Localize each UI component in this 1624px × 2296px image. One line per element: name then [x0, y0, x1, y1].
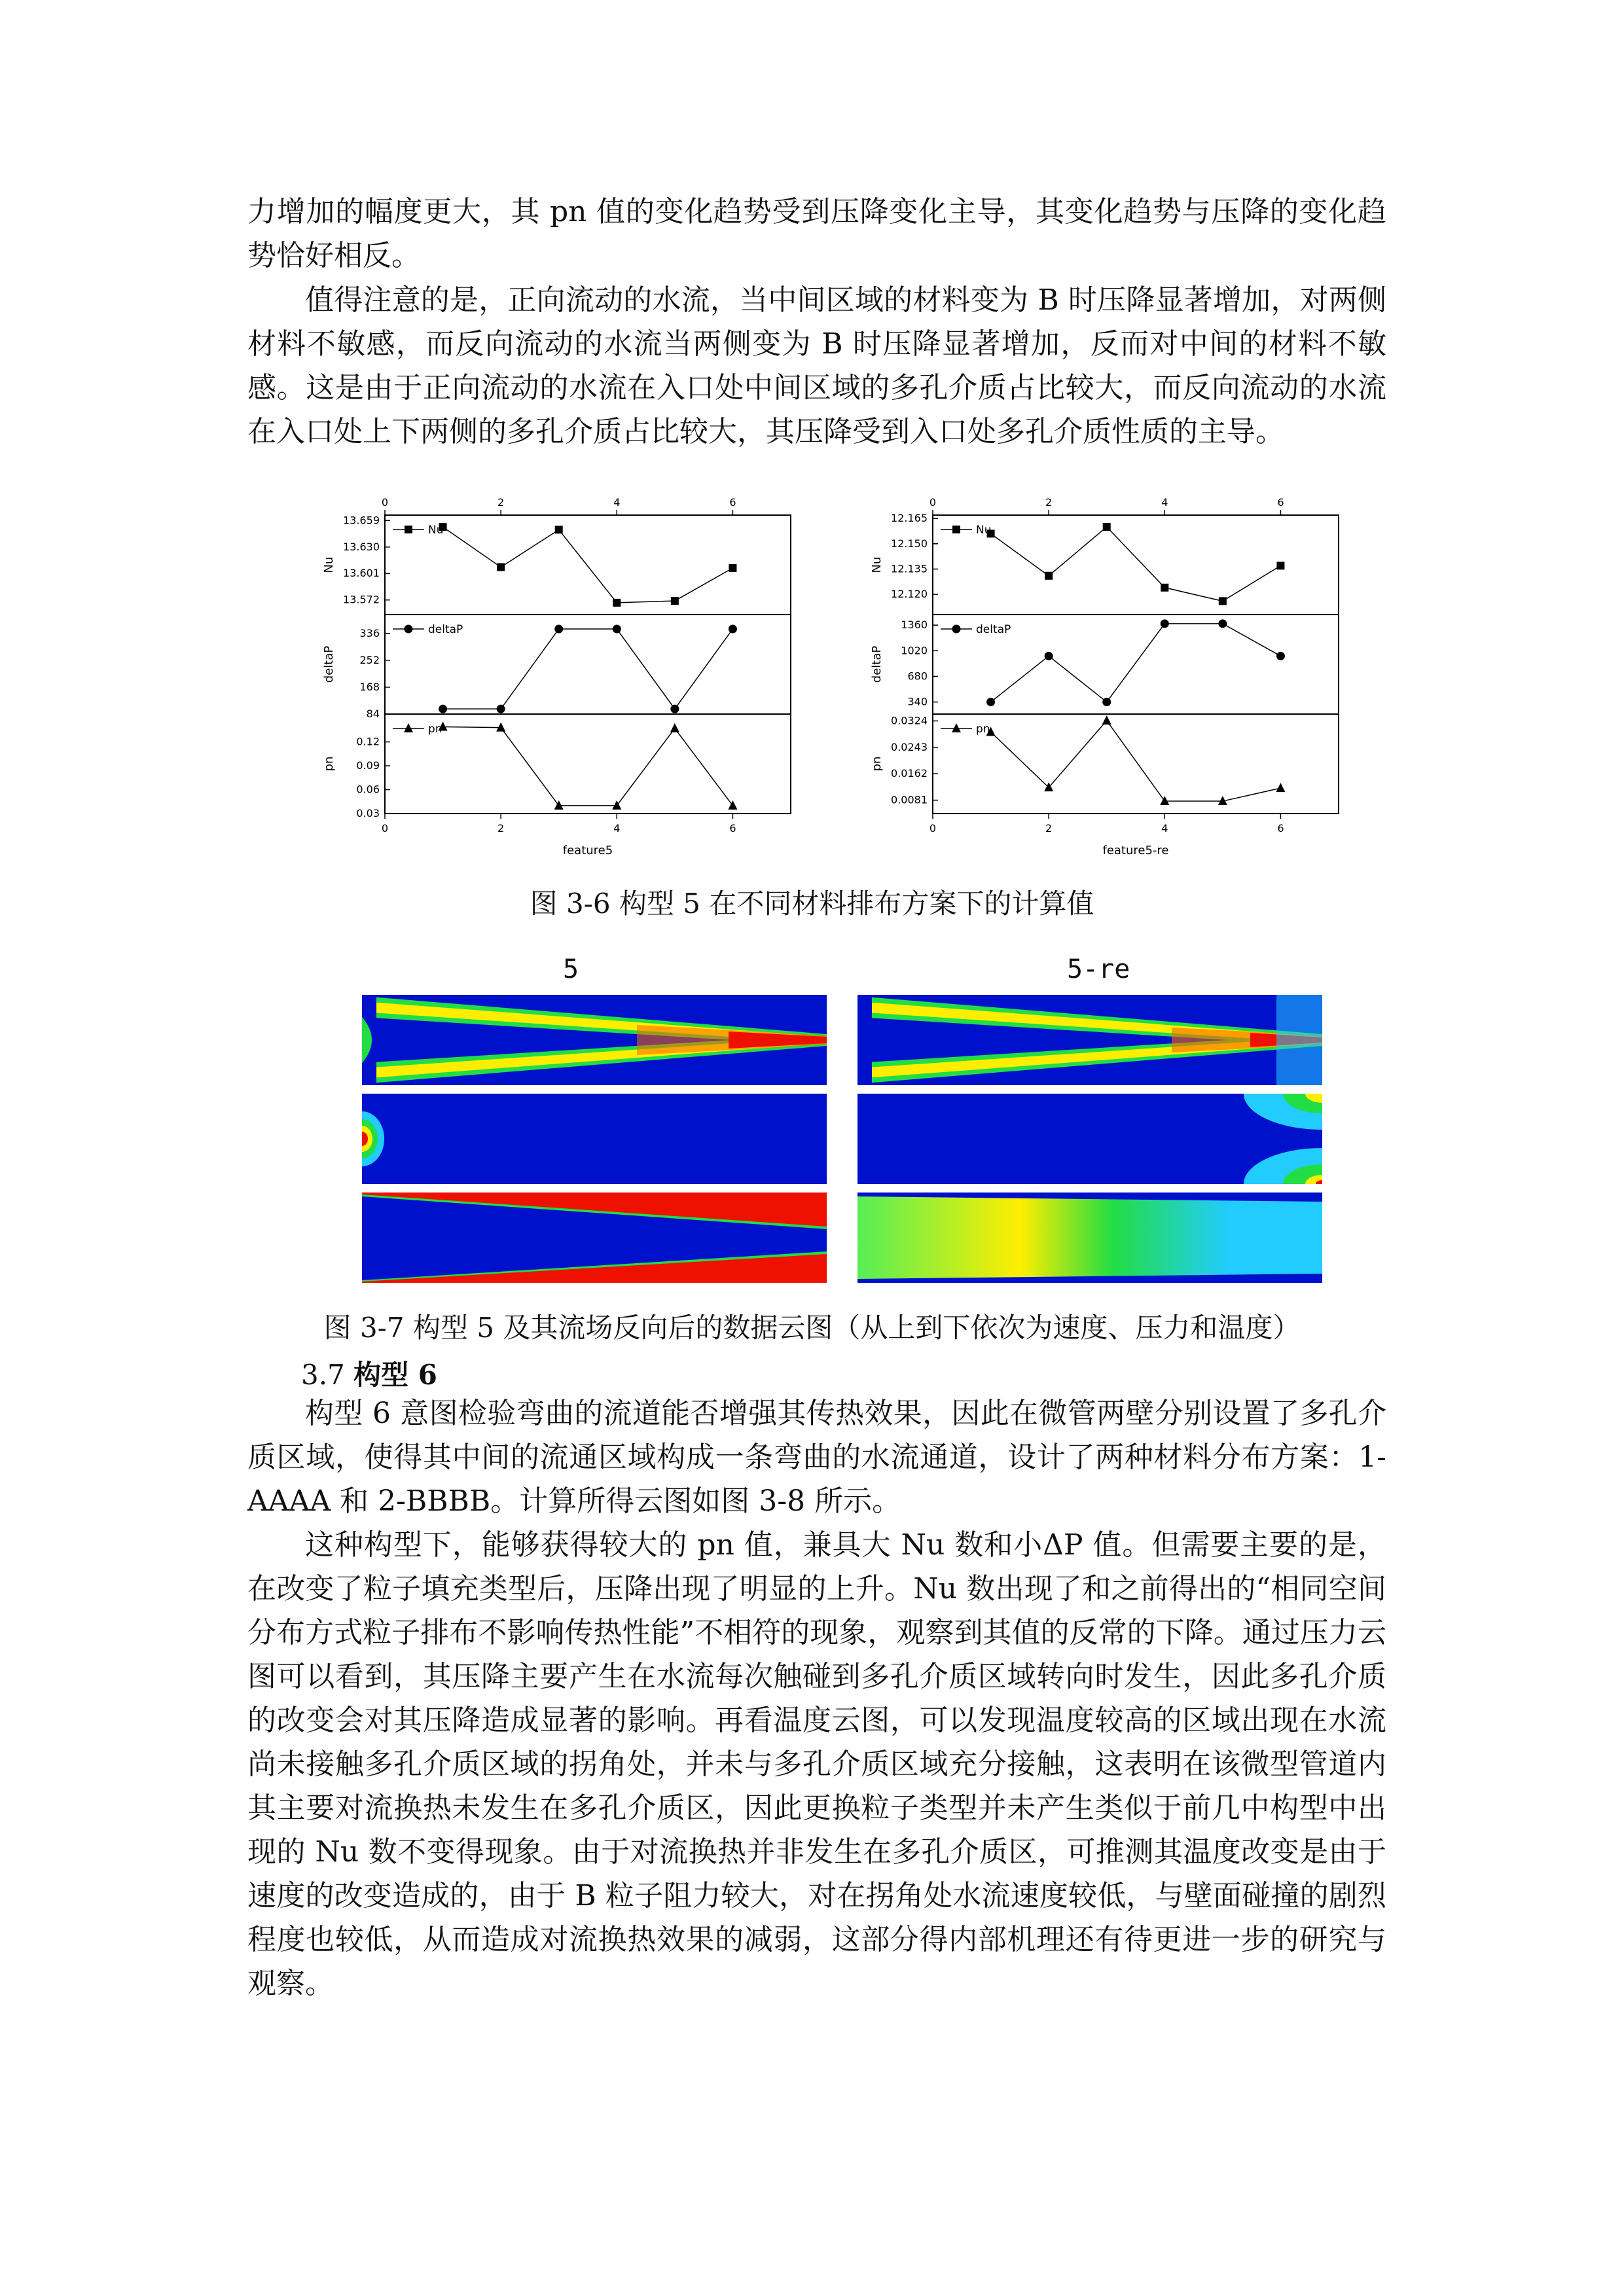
- legend-label: deltaP: [976, 623, 1011, 636]
- y-tick-label: 680: [907, 670, 928, 683]
- series-line: [991, 624, 1281, 702]
- x-tick-label: 2: [1045, 822, 1053, 834]
- series-line: [991, 721, 1281, 801]
- temperature-contour-5-re: [857, 1193, 1322, 1283]
- y-tick-label: 0.06: [356, 783, 380, 796]
- section-title: 构型 6: [353, 1359, 438, 1391]
- data-point: [497, 705, 505, 713]
- legend-marker: [404, 723, 413, 732]
- data-point: [1276, 783, 1285, 792]
- legend-marker: [952, 625, 961, 634]
- legend-label: Nu: [428, 524, 444, 537]
- legend-label: pn: [976, 723, 990, 736]
- y-tick-label: 12.150: [891, 537, 928, 550]
- y-tick-label: 0.03: [356, 807, 380, 819]
- y-tick-label: 1360: [901, 619, 928, 632]
- x-axis-label: feature5-re: [1102, 844, 1169, 857]
- y-axis-label: deltaP: [870, 645, 884, 683]
- top-x-tick-label: 4: [1161, 496, 1168, 509]
- y-tick-label: 1020: [901, 644, 928, 657]
- series-line: [991, 527, 1281, 601]
- velocity-contour-5-re: [857, 995, 1322, 1085]
- y-tick-label: 13.601: [343, 567, 380, 580]
- y-tick-label: 13.659: [343, 514, 380, 527]
- y-tick-label: 0.0162: [891, 767, 928, 780]
- series-line: [443, 527, 733, 603]
- y-tick-label: 84: [366, 708, 380, 720]
- x-tick-label: 0: [929, 822, 937, 834]
- figure-3-6-caption: 图 3-6 构型 5 在不同材料排布方案下的计算值: [530, 888, 1094, 920]
- section-heading: [301, 1354, 437, 1393]
- y-tick-label: 0.0324: [891, 714, 928, 727]
- top-x-tick-label: 6: [729, 496, 736, 509]
- pressure-contour-5: [362, 1094, 827, 1184]
- legend-label: pn: [428, 723, 442, 736]
- data-point: [1045, 572, 1053, 580]
- series-line: [443, 726, 733, 805]
- top-x-tick-label: 6: [1277, 496, 1284, 509]
- legend-label: deltaP: [428, 623, 463, 636]
- paragraph-1: 力增加的幅度更大，其 pn 值的变化趋势受到压降变化主导，其变化趋势与压降的变化趋势恰好相反。: [247, 195, 1386, 272]
- y-tick-label: 0.09: [356, 759, 380, 772]
- temperature-contour-5: [362, 1193, 827, 1283]
- top-x-tick-label: 2: [497, 496, 505, 509]
- paragraph-2: 值得注意的是，正向流动的水流，当中间区域的材料变为 B 时压降显著增加，对两侧材料不敏感，而反向流动的水流当两侧变为 B 时压降显著增加，反而对中间的材料不敏感。这是由于正向流动的水流在入口处中间区域的多孔介质占比较大，而反向流动的水流在入口处上下两侧的多孔介质占比较大，其压降受到入口处多孔介质性质的主导。: [247, 283, 1386, 448]
- chart-feature5-re: [861, 481, 1378, 861]
- data-point: [1103, 523, 1111, 531]
- y-tick-label: 0.0081: [891, 793, 928, 806]
- data-point: [1045, 652, 1053, 660]
- y-tick-label: 13.572: [343, 593, 380, 606]
- data-point: [671, 597, 679, 605]
- x-tick-label: 4: [1161, 822, 1168, 834]
- y-tick-label: 0.0243: [891, 740, 928, 753]
- data-point: [613, 599, 621, 607]
- data-point: [496, 723, 505, 732]
- legend-marker: [405, 526, 412, 533]
- y-axis-label: Nu: [322, 556, 336, 573]
- top-x-tick-label: 4: [613, 496, 621, 509]
- top-x-tick-label: 0: [929, 496, 937, 509]
- data-point: [1102, 698, 1111, 706]
- cloud-title-5-re: 5-re: [1067, 954, 1130, 984]
- y-axis-label: Nu: [870, 556, 884, 573]
- figure-3-7-caption: 图 3-7 构型 5 及其流场反向后的数据云图（从上到下依次为速度、压力和温度）: [323, 1312, 1301, 1344]
- y-tick-label: 340: [907, 695, 928, 708]
- data-point: [555, 526, 563, 533]
- y-tick-label: 336: [359, 626, 380, 639]
- data-point: [670, 705, 679, 713]
- data-point: [613, 624, 621, 633]
- data-point: [497, 563, 505, 571]
- x-tick-label: 0: [381, 822, 389, 834]
- data-point: [1276, 562, 1284, 569]
- paragraph-4: 这种构型下，能够获得较大的 pn 值，兼具大 Nu 数和小ΔP 值。但需要主要的是，在改变了粒子填充类型后，压降出现了明显的上升。Nu 数出现了和之前得出的“相同空间分布方式粒子排布不影响传热性能”不相符的现象，观察到其值的反常的下降。通过压力云图可以看到，其压降主要产生在水流每次触碰到多孔介质区域转向时发生，因此多孔介质的改变会对其压降造成显著的影响。再看温度云图，可以发现温度较高的区域出现在水流尚未接触多孔介质区域的拐角处，并未与多孔介质区域充分接触，这表明在该微型管道内其主要对流换热未发生在多孔介质区，因此更换粒子类型并未产生类似于前几中构型中出现的 Nu 数不变得现象。由于对流换热并非发生在多孔介质区，可推测其温度改变是由于速度的改变造成的，由于 B 粒子阻力较大，对在拐角处水流速度较低，与壁面碰撞的剧烈程度也较低，从而造成对流换热效果的减弱，这部分得内部机理还有待更进一步的研究与观察。: [247, 1528, 1386, 2000]
- data-point: [1161, 584, 1168, 592]
- y-tick-label: 12.165: [891, 512, 928, 525]
- data-point: [1161, 619, 1169, 628]
- y-tick-label: 0.12: [356, 735, 380, 748]
- y-axis-label: deltaP: [322, 645, 336, 683]
- y-tick-label: 12.120: [891, 588, 928, 601]
- data-point: [439, 705, 447, 713]
- panel-frame: [933, 714, 1339, 814]
- y-axis-label: pn: [870, 756, 884, 772]
- top-x-tick-label: 2: [1045, 496, 1053, 509]
- top-x-tick-label: 0: [381, 496, 389, 509]
- data-point: [554, 624, 563, 633]
- y-axis-label: pn: [322, 756, 336, 772]
- paragraph-3: 构型 6 意图检验弯曲的流道能否增强其传热效果，因此在微管两壁分别设置了多孔介质区域，使得其中间的流通区域构成一条弯曲的水流通道，设计了两种材料分布方案：1-AAAA 和 2-BBBB。计算所得云图如图 3-8 所示。: [247, 1397, 1386, 1518]
- x-tick-label: 4: [613, 822, 621, 834]
- data-point: [729, 564, 736, 572]
- chart-feature5: [313, 481, 830, 861]
- data-point: [986, 698, 995, 706]
- y-tick-label: 168: [359, 680, 380, 693]
- y-tick-label: 252: [359, 653, 380, 666]
- x-axis-label: feature5: [562, 844, 613, 857]
- data-point: [1218, 619, 1227, 628]
- x-tick-label: 2: [497, 822, 505, 834]
- pressure-contour-5-re: [857, 1094, 1322, 1184]
- data-point: [1276, 652, 1285, 660]
- x-tick-label: 6: [729, 822, 736, 834]
- legend-marker: [952, 526, 960, 533]
- legend-marker: [952, 723, 961, 732]
- data-point: [1102, 715, 1111, 725]
- series-line: [443, 629, 733, 709]
- y-tick-label: 13.630: [343, 540, 380, 553]
- section-number: 3.7: [301, 1359, 345, 1391]
- legend-label: Nu: [976, 524, 992, 537]
- y-tick-label: 12.135: [891, 562, 928, 575]
- data-point: [1219, 597, 1227, 605]
- legend-marker: [405, 625, 413, 634]
- cloud-title-5: 5: [563, 954, 579, 984]
- data-point: [670, 723, 679, 732]
- velocity-contour-5: [362, 995, 827, 1085]
- x-tick-label: 6: [1277, 822, 1284, 834]
- data-point: [729, 624, 737, 633]
